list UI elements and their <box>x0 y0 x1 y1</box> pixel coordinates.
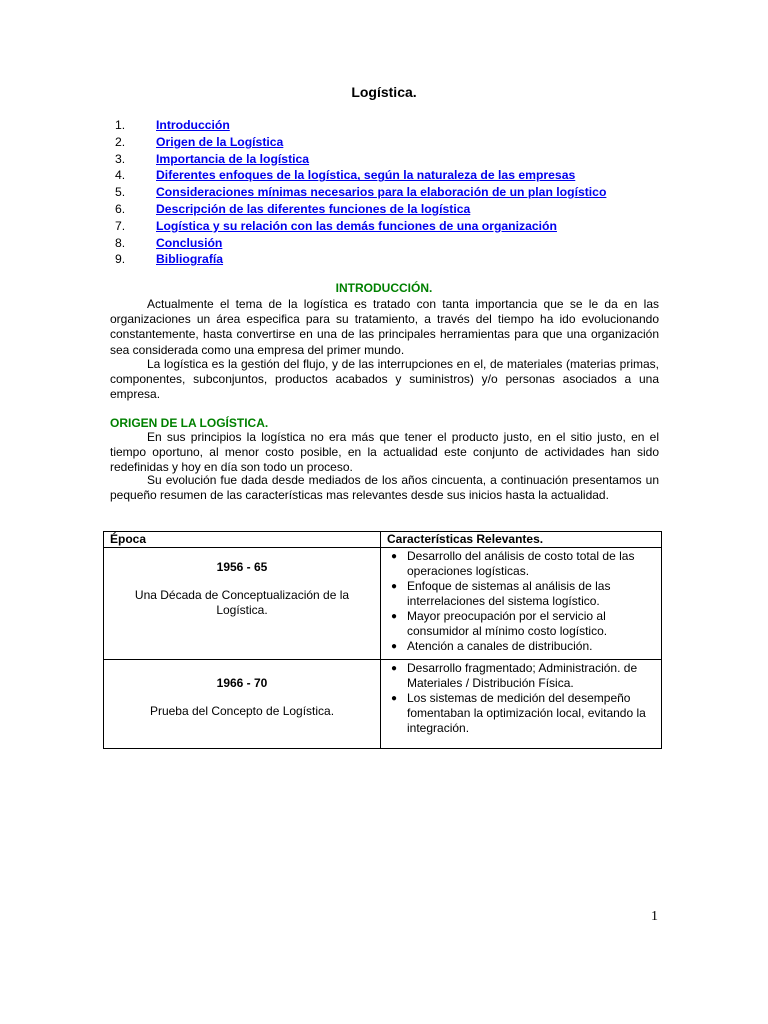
toc-number: 7. <box>115 218 126 233</box>
toc-item-importancia <box>115 151 606 168</box>
toc-number: 5. <box>115 185 126 200</box>
toc-item-origen <box>115 134 606 151</box>
toc-item-relacion <box>115 218 606 235</box>
period-description: Una Década de Conceptualización de la Logística. <box>134 588 350 617</box>
toc-item-descripcion <box>115 201 606 218</box>
list-item <box>387 661 657 691</box>
toc-item-conclusion <box>115 235 606 252</box>
toc-link-descripcion[interactable]: Descripción de las diferentes funciones de la logística <box>156 201 471 216</box>
features-list <box>387 549 657 654</box>
table-header-row <box>104 532 662 548</box>
bullet-icon: ● <box>391 641 398 652</box>
toc-item-bibliografia <box>115 251 606 268</box>
toc-number: 6. <box>115 201 126 216</box>
origin-paragraph-1: En sus principios la logística no era más que tener el producto justo, en el sitio justo, en el tiempo oportuno, al menor costo posible, en la actualidad este conjunto de actividades han sido redefinidas y hoy en día son todo un proceso. <box>110 430 659 475</box>
header-epoca: Época <box>104 532 381 548</box>
list-item <box>387 609 657 639</box>
header-caracteristicas: Características Relevantes. <box>381 532 662 548</box>
feature-text: Mayor preocupación por el servicio al consumidor al mínimo costo logístico. <box>407 609 608 638</box>
toc-number: 3. <box>115 151 126 166</box>
toc-number: 4. <box>115 168 126 183</box>
bullet-icon: ● <box>391 611 398 622</box>
period-label: 1966 - 70 <box>216 676 268 690</box>
bullet-icon: ● <box>391 663 398 674</box>
list-item <box>387 691 657 736</box>
list-item <box>387 639 657 654</box>
period-label: 1956 - 65 <box>216 560 268 574</box>
document-title: Logística. <box>351 84 417 100</box>
feature-text: Enfoque de sistemas al análisis de las interrelaciones del sistema logístico. <box>407 579 611 608</box>
feature-text: Atención a canales de distribución. <box>407 639 593 653</box>
toc-link-origen[interactable]: Origen de la Logística <box>156 134 284 149</box>
toc-link-introduccion[interactable]: Introducción <box>156 118 230 132</box>
feature-text: Desarrollo del análisis de costo total de las operaciones logísticas. <box>407 549 635 578</box>
introduction-paragraph-1: Actualmente el tema de la logística es tratado con tanta importancia que se le da en las organizaciones un área especifica para su tratamiento, a través del tiempo ha ido evolucionando constantemente, hasta convertirse en una de las principales herramientas para que una organización sea considerada como una empresa del primer mundo. <box>110 297 659 357</box>
toc-number: 9. <box>115 252 126 267</box>
toc-link-consideraciones[interactable]: Consideraciones mínimas necesarios para la elaboración de un plan logístico <box>156 185 607 200</box>
list-item <box>387 549 657 579</box>
toc-link-bibliografia[interactable]: Bibliografía <box>156 252 224 267</box>
period-description: Prueba del Concepto de Logística. <box>149 704 335 718</box>
feature-text: Desarrollo fragmentado; Administración. de Materiales / Distribución Física. <box>407 661 638 690</box>
toc-link-importancia[interactable]: Importancia de la logística <box>156 151 310 166</box>
evolution-table <box>103 531 662 749</box>
toc-link-enfoques[interactable]: Diferentes enfoques de la logística, según la naturaleza de las empresas <box>156 168 576 183</box>
origin-heading: ORIGEN DE LA LOGÍSTICA. <box>110 416 269 430</box>
bullet-icon: ● <box>391 693 398 704</box>
page-number: 1 <box>651 909 658 924</box>
toc-link-conclusion[interactable]: Conclusión <box>156 235 223 250</box>
bullet-icon: ● <box>391 581 398 592</box>
bullet-icon: ● <box>391 551 398 562</box>
toc-item-enfoques <box>115 167 606 184</box>
features-cell <box>381 660 662 749</box>
table-row <box>104 660 662 749</box>
features-list <box>387 661 657 736</box>
epoch-cell <box>104 548 381 660</box>
epoch-cell <box>104 660 381 749</box>
table-of-contents <box>115 117 606 268</box>
toc-number: 1. <box>115 118 126 132</box>
table-row <box>104 548 662 660</box>
toc-number: 2. <box>115 134 126 149</box>
list-item <box>387 579 657 609</box>
toc-item-introduccion <box>115 117 606 134</box>
introduction-heading: INTRODUCCIÓN. <box>335 281 433 295</box>
features-cell <box>381 548 662 660</box>
origin-paragraph-2: Su evolución fue dada desde mediados de los años cincuenta, a continuación presentamos un pequeño resumen de las características mas relevantes desde sus inicios hasta la actualidad. <box>110 473 659 503</box>
feature-text: Los sistemas de medición del desempeño fomentaban la optimización local, evitando la integración. <box>407 691 646 735</box>
toc-item-consideraciones <box>115 184 606 201</box>
toc-number: 8. <box>115 235 126 250</box>
introduction-paragraph-2: La logística es la gestión del flujo, y de las interrupciones en el, de materiales (materias primas, componentes, subconjuntos, productos acabados y suministros) y/o personas asociados a una empresa. <box>110 357 659 402</box>
toc-link-relacion[interactable]: Logística y su relación con las demás funciones de una organización <box>156 218 557 233</box>
